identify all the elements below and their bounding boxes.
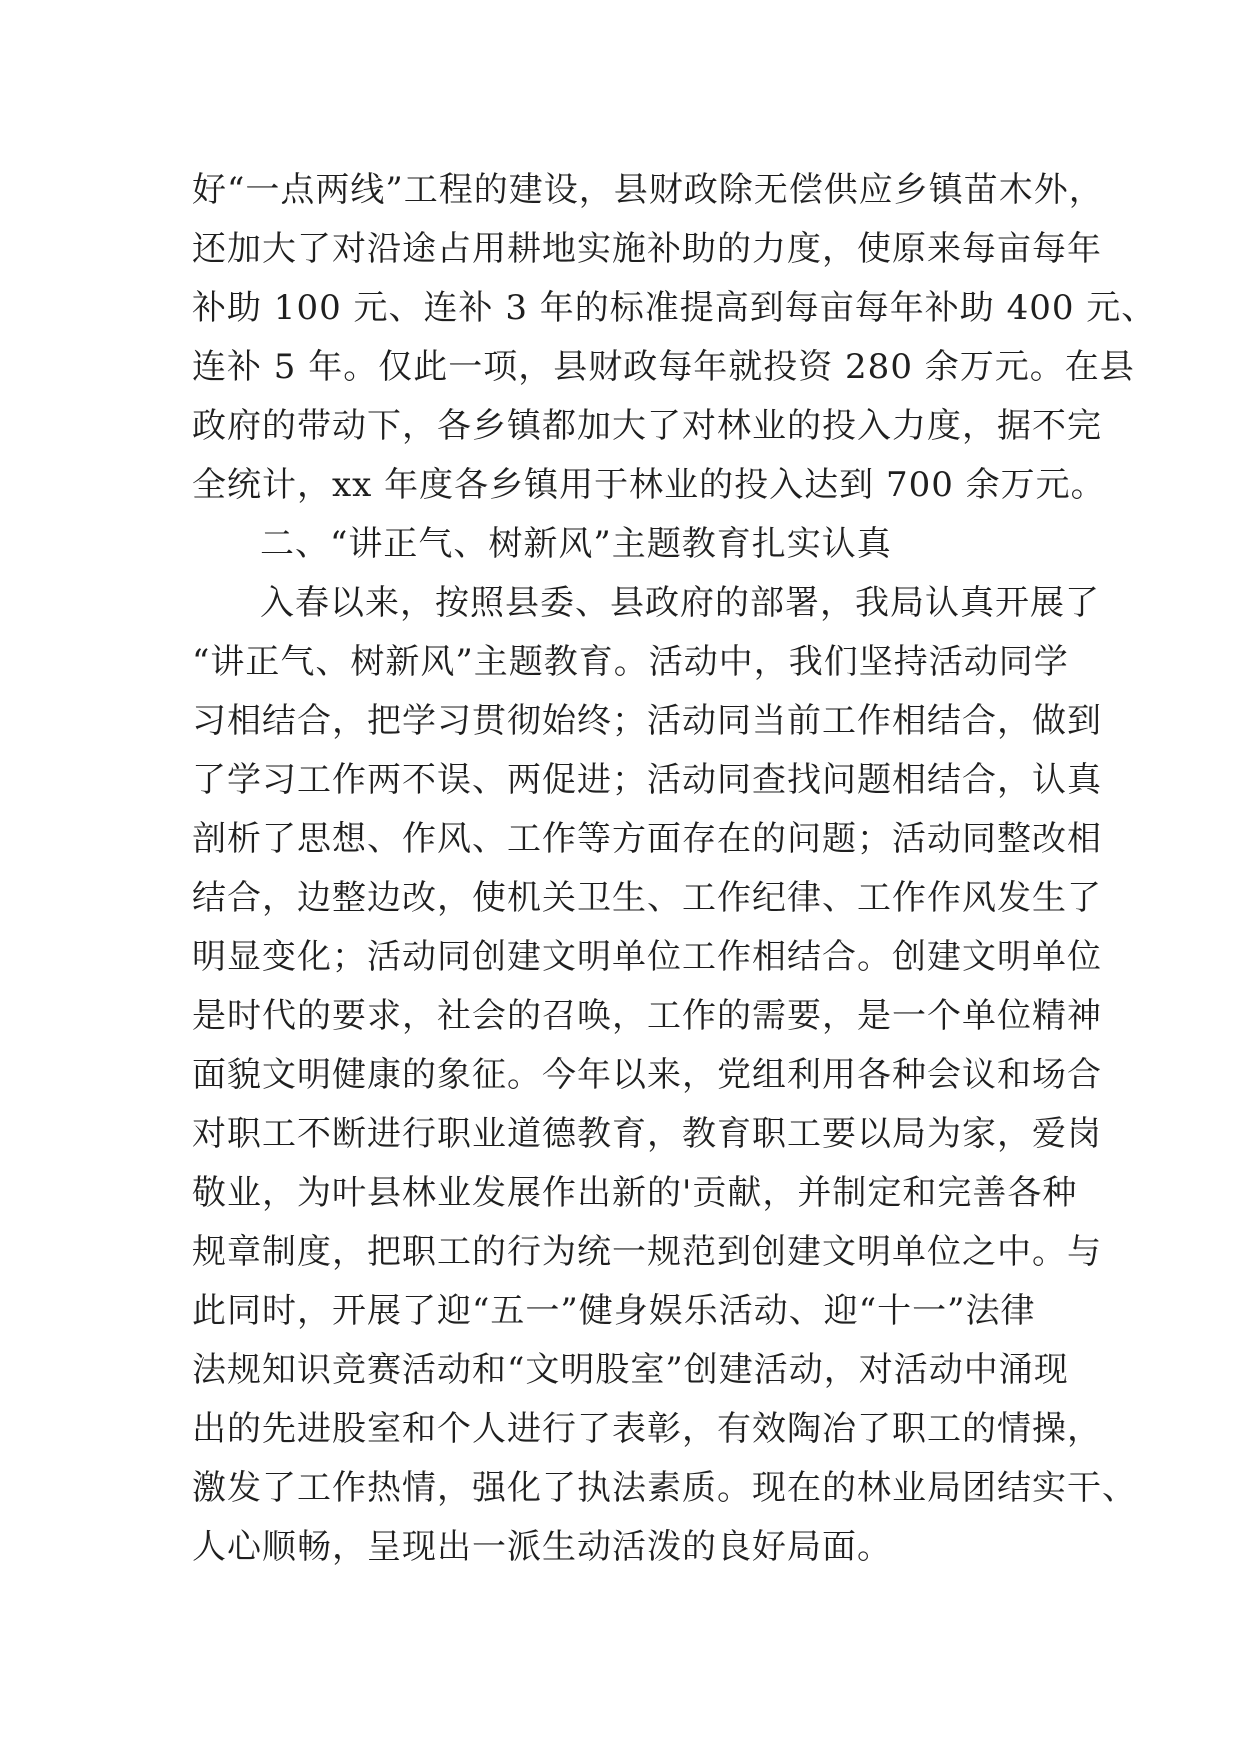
text-line: 入春以来，按照县委、县政府的部署，我局认真开展了 [260, 583, 1100, 623]
text-line: 是时代的要求，社会的召唤，工作的需要，是一个单位精神 [192, 996, 1102, 1036]
paragraph-1 [192, 161, 1157, 515]
text-line: 结合，边整边改，使机关卫生、工作纪律、工作作风发生了 [192, 878, 1102, 918]
text-line: 剖析了思想、作风、工作等方面存在的问题；活动同整改相 [192, 819, 1102, 859]
text-line: 还加大了对沿途占用耕地实施补助的力度，使原来每亩每年 [192, 229, 1102, 269]
text-line: 好“一点两线”工程的建设，县财政除无偿供应乡镇苗木外， [192, 170, 1104, 210]
text-line: 敬业，为叶县林业发展作出新的'贡献，并制定和完善各种 [192, 1173, 1078, 1213]
text-line: 激发了工作热情，强化了执法素质。现在的林业局团结实干、 [192, 1468, 1137, 1508]
document-body [192, 161, 1157, 1577]
text-line: 此同时，开展了迎“五一”健身娱乐活动、迎“十一”法律 [192, 1291, 1036, 1331]
text-line: 对职工不断进行职业道德教育，教育职工要以局为家，爱岗 [192, 1114, 1102, 1154]
paragraph-2 [192, 574, 1137, 1577]
text-line: “讲正气、树新风”主题教育。活动中，我们坚持活动同学 [192, 642, 1069, 682]
text-line: 了学习工作两不误、两促进；活动同查找问题相结合，认真 [192, 760, 1102, 800]
text-line: 补助 100 元、连补 3 年的标准提高到每亩每年补助 400 元、 [192, 288, 1157, 328]
section-heading: 二、“讲正气、树新风”主题教育扎实认真 [260, 524, 892, 564]
text-line: 连补 5 年。仅此一项，县财政每年就投资 280 余万元。在县 [192, 347, 1135, 387]
text-line: 明显变化；活动同创建文明单位工作相结合。创建文明单位 [192, 937, 1102, 977]
text-line: 全统计，xx 年度各乡镇用于林业的投入达到 700 余万元。 [192, 465, 1106, 505]
text-line: 政府的带动下，各乡镇都加大了对林业的投入力度，据不完 [192, 406, 1102, 446]
text-line: 规章制度，把职工的行为统一规范到创建文明单位之中。与 [192, 1232, 1102, 1272]
text-line: 面貌文明健康的象征。今年以来，党组利用各种会议和场合 [192, 1055, 1102, 1095]
text-line: 人心顺畅，呈现出一派生动活泼的良好局面。 [192, 1527, 892, 1567]
text-line: 习相结合，把学习贯彻始终；活动同当前工作相结合，做到 [192, 701, 1102, 741]
text-line: 出的先进股室和个人进行了表彰，有效陶冶了职工的情操， [192, 1409, 1102, 1449]
text-line: 法规知识竞赛活动和“文明股室”创建活动，对活动中涌现 [192, 1350, 1069, 1390]
